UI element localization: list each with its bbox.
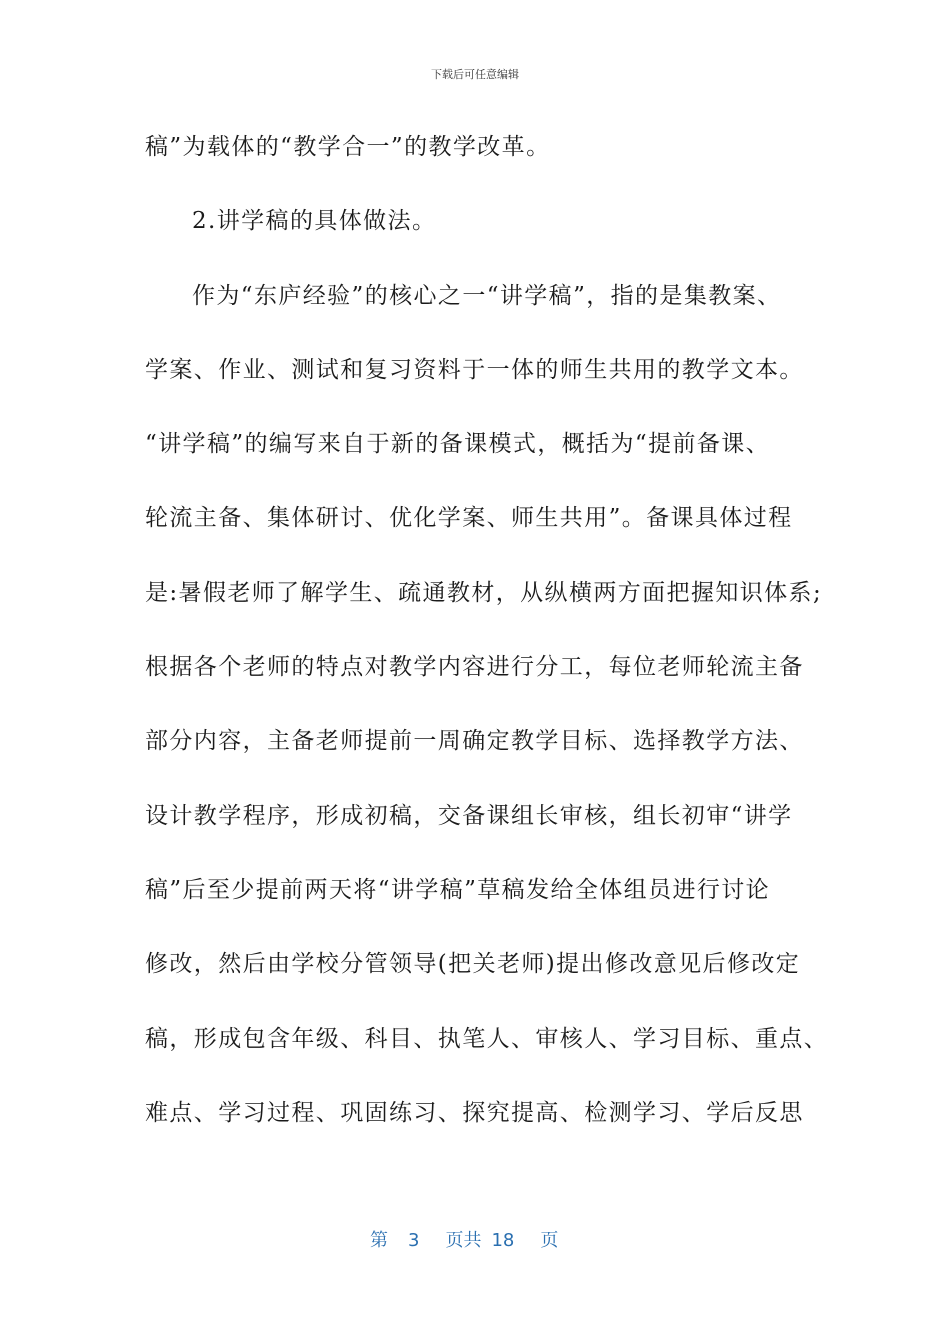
paragraph-line: 作为“东庐经验”的核心之一“讲学稿”，指的是集教案、 xyxy=(192,283,782,309)
paragraph-line: 设计教学程序，形成初稿，交备课组长审核，组长初审“讲学 xyxy=(145,803,793,829)
page-header: 下载后可任意编辑 xyxy=(431,68,519,81)
paragraph-line: 学案、作业、测试和复习资料于一体的师生共用的教学文本。 xyxy=(145,357,804,383)
current-page-number: 3 xyxy=(408,1230,420,1251)
section-heading: 2.讲学稿的具体做法。 xyxy=(192,208,437,234)
paragraph-line: 轮流主备、集体研讨、优化学案、师生共用”。备课具体过程 xyxy=(145,505,793,531)
footer-suffix: 页 xyxy=(540,1230,559,1251)
total-pages-number: 18 xyxy=(491,1230,515,1251)
page-number-footer xyxy=(370,1226,558,1252)
paragraph-line: 是:暑假老师了解学生、疏通教材，从纵横两方面把握知识体系; xyxy=(145,580,823,606)
paragraph-line: 难点、学习过程、巩固练习、探究提高、检测学习、学后反思 xyxy=(145,1100,804,1126)
footer-prefix: 第 xyxy=(370,1230,388,1251)
paragraph-line: 稿，形成包含年级、科目、执笔人、审核人、学习目标、重点、 xyxy=(145,1026,829,1052)
paragraph-line: 修改，然后由学校分管领导(把关老师)提出修改意见后修改定 xyxy=(145,951,801,977)
paragraph-line: 稿”为载体的“教学合一”的教学改革。 xyxy=(145,134,551,160)
footer-middle: 页共 xyxy=(445,1230,482,1251)
paragraph-line: 根据各个老师的特点对教学内容进行分工，每位老师轮流主备 xyxy=(145,654,804,680)
paragraph-line: 稿”后至少提前两天将“讲学稿”草稿发给全体组员进行讨论 xyxy=(145,877,771,903)
paragraph-line: 部分内容，主备老师提前一周确定教学目标、选择教学方法、 xyxy=(145,728,804,754)
paragraph-line: “讲学稿”的编写来自于新的备课模式，概括为“提前备课、 xyxy=(145,431,771,457)
